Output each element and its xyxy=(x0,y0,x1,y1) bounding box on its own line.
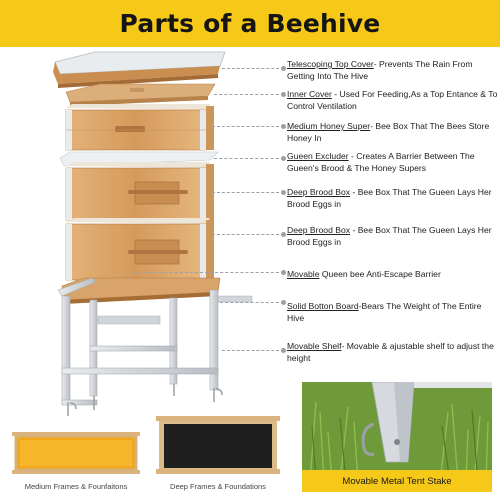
leader-line xyxy=(212,234,284,235)
label-deep-brood-box-1 xyxy=(287,186,499,210)
label-head: Solid Botton Board xyxy=(287,301,359,311)
page-title: Parts of a Beehive xyxy=(119,9,381,38)
leader-line xyxy=(134,272,284,273)
label-text: - Movable & ajustable shelf to adjust the height xyxy=(287,341,494,363)
label-head: Gueen Excluder xyxy=(287,151,349,161)
leader-line xyxy=(212,126,284,127)
deep-brood-box-1 xyxy=(66,162,214,220)
label-deep-brood-box-2 xyxy=(287,224,499,248)
beehive-illustration xyxy=(0,0,285,420)
label-text: - Bee Box That The Gueen Lays Her Brood Eggs in xyxy=(287,187,492,209)
label-top-cover xyxy=(287,58,499,82)
deep-brood-box-2 xyxy=(66,218,214,284)
leader-line xyxy=(212,192,284,193)
label-text: - Used For Feeding,As a Top Entance & To Control Ventilation xyxy=(287,89,498,111)
leader-line xyxy=(222,68,284,69)
label-movable-shelf xyxy=(287,340,499,364)
label-anti-escape-barrier xyxy=(287,268,499,280)
medium-frame-image xyxy=(12,432,140,474)
label-head: Telescoping Top Cover xyxy=(287,59,374,69)
caption-stake: Movable Metal Tent Stake xyxy=(302,470,492,492)
label-text: - Prevents The Rain From Getting Into The Hive xyxy=(287,59,473,81)
label-text: - Bee Box That The Gueen Lays Her Brood Eggs in xyxy=(287,225,492,247)
honey-super xyxy=(66,104,214,150)
label-text: -Bears The Weight of The Entire Hive xyxy=(287,301,482,323)
label-bottom-board xyxy=(287,300,499,324)
leader-line xyxy=(222,350,284,351)
label-head: Medium Honey Super xyxy=(287,121,371,131)
leader-line xyxy=(220,302,284,303)
label-head: Inner Cover xyxy=(287,89,332,99)
label-inner-cover xyxy=(287,88,499,112)
label-honey-super xyxy=(287,120,499,144)
label-head: Movable Shelf xyxy=(287,341,342,351)
label-head: Movable xyxy=(287,269,320,279)
caption-medium-frames: Medium Frames & Founfaitons xyxy=(24,482,128,491)
label-text: - Creates A Barrier Between The Gueen's Brood & The Honey Supers xyxy=(287,151,475,173)
deep-frame-image xyxy=(156,416,280,474)
top-cover xyxy=(53,52,225,88)
label-text: Queen bee Anti-Escape Barrier xyxy=(319,269,441,279)
label-head: Deep Brood Box xyxy=(287,187,351,197)
label-queen-excluder xyxy=(287,150,499,174)
caption-deep-frames: Deep Frames & Foundations xyxy=(170,482,266,491)
leader-line xyxy=(214,94,284,95)
leader-line xyxy=(214,158,284,159)
label-text: - Bee Box That The Bees Store Honey In xyxy=(287,121,490,143)
label-head: Deep Brood Box xyxy=(287,225,351,235)
inner-cover xyxy=(66,84,215,106)
